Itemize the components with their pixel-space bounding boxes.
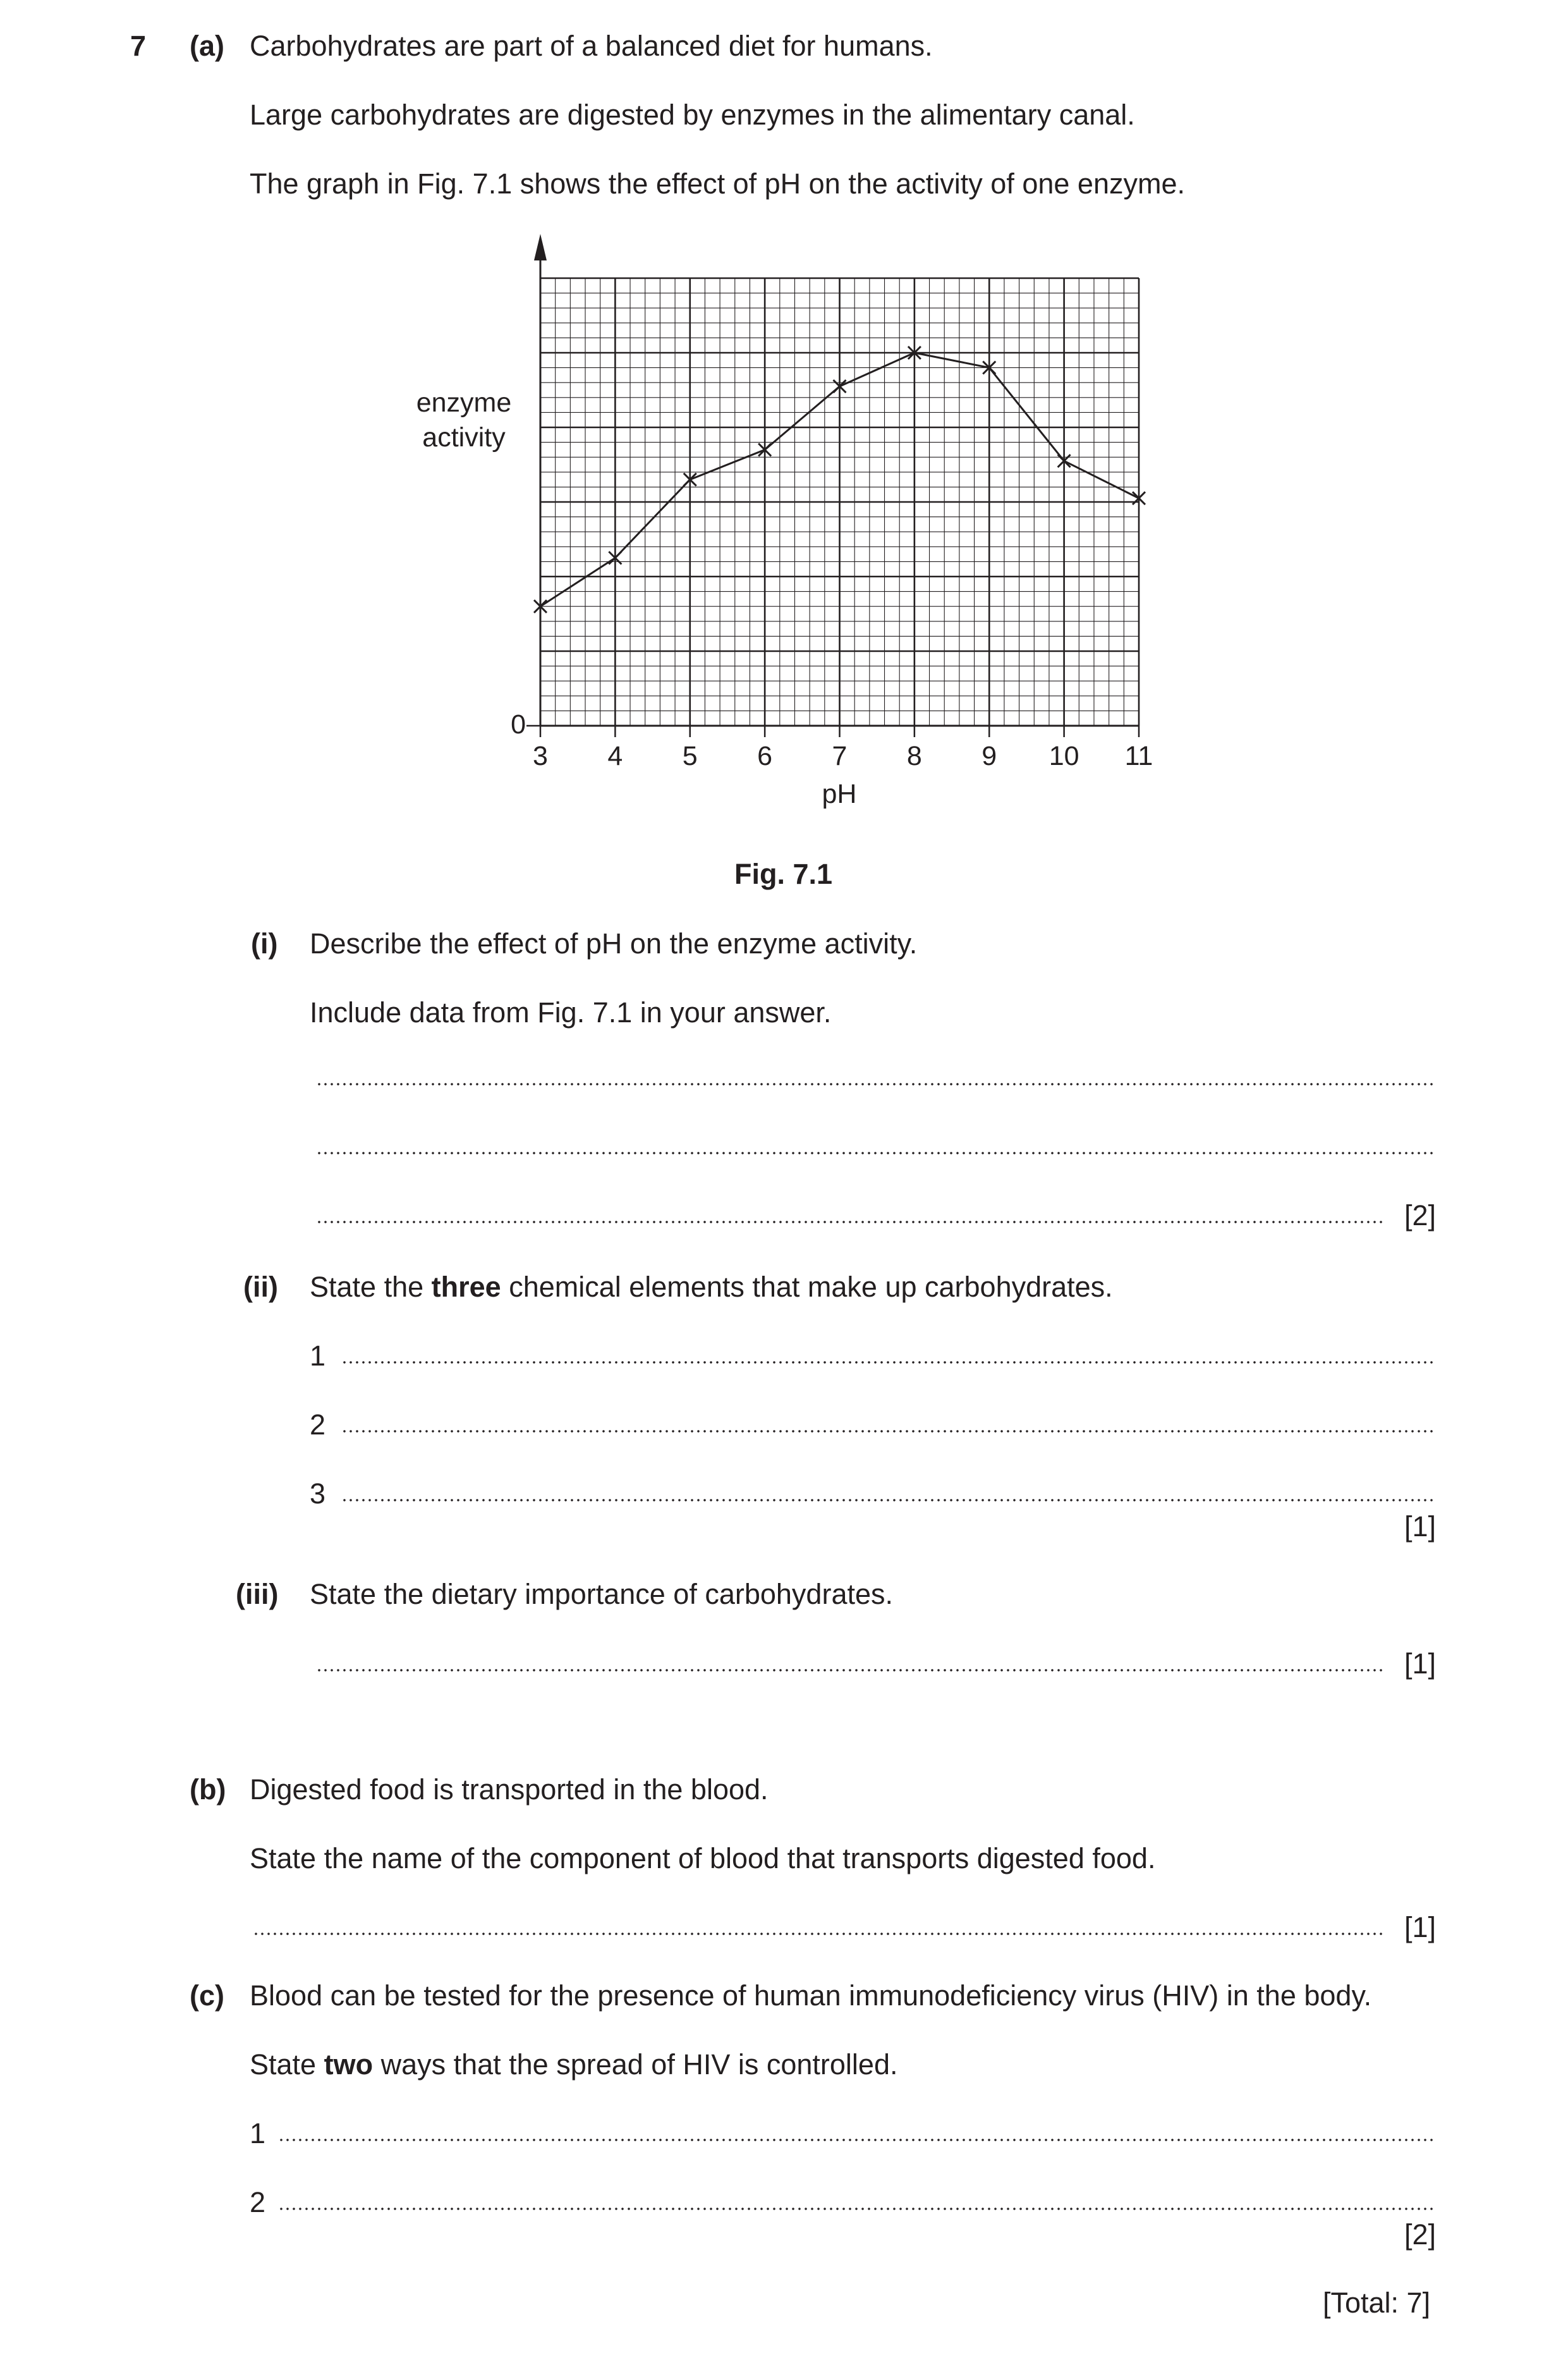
marks-c: [2]	[1404, 2218, 1437, 2251]
marks-a-i: [2]	[1404, 1199, 1437, 1232]
part-a-i-line1: Describe the effect of pH on the enzyme activity.	[310, 927, 918, 960]
x-tick-label: 4	[607, 741, 623, 771]
part-a-line1: Carbohydrates are part of a balanced diet for humans.	[250, 30, 933, 62]
answer-line[interactable]	[278, 2139, 1436, 2141]
part-c-label: (c)	[190, 1979, 224, 2012]
part-a-iii-label: (iii)	[236, 1578, 279, 1610]
x-tick-label: 3	[533, 741, 548, 771]
y-origin-label: 0	[511, 709, 526, 740]
list-number: 1	[250, 2117, 266, 2149]
x-axis-label: pH	[822, 779, 857, 809]
x-tick-label: 8	[906, 741, 922, 771]
part-a-line3: The graph in Fig. 7.1 shows the effect of pH on the activity of one enzyme.	[250, 168, 1185, 200]
x-tick-label: 11	[1124, 741, 1153, 771]
part-a-i-label: (i)	[251, 927, 278, 960]
list-number: 1	[310, 1340, 326, 1372]
figure-caption: Fig. 7.1	[734, 858, 833, 890]
y-axis-arrow	[534, 234, 547, 260]
part-a-ii-prompt: State the three chemical elements that make up carbohydrates.	[310, 1271, 1113, 1303]
part-c-prompt: State two ways that the spread of HIV is controlled.	[250, 2048, 898, 2081]
answer-line[interactable]	[316, 1083, 1436, 1085]
list-number: 3	[310, 1477, 326, 1510]
x-tick-label: 5	[682, 741, 698, 771]
answer-line[interactable]	[253, 1933, 1385, 1935]
marks-b: [1]	[1404, 1911, 1437, 1943]
list-number: 2	[310, 1409, 326, 1441]
part-a-i-line2: Include data from Fig. 7.1 in your answer.	[310, 996, 832, 1029]
y-axis-label-line2: activity	[422, 422, 506, 453]
total-marks: [Total: 7]	[1323, 2287, 1431, 2319]
y-axis-label-line1: enzyme	[416, 388, 512, 418]
part-c-line1: Blood can be tested for the presence of human immunodeficiency virus (HIV) in the body.	[250, 1979, 1372, 2012]
x-tick-label: 7	[832, 741, 848, 771]
part-b-label: (b)	[190, 1773, 226, 1806]
answer-line[interactable]	[316, 1152, 1436, 1154]
answer-line[interactable]	[341, 1430, 1436, 1433]
enzyme-activity-chart	[379, 221, 1182, 828]
x-tick-label: 10	[1048, 741, 1079, 771]
part-b-line1: Digested food is transported in the blood.	[250, 1773, 769, 1806]
answer-line[interactable]	[278, 2208, 1436, 2210]
list-number: 2	[250, 2186, 266, 2218]
answer-line[interactable]	[341, 1361, 1436, 1364]
answer-line[interactable]	[316, 1669, 1385, 1672]
answer-line[interactable]	[316, 1221, 1385, 1223]
x-tick-label: 9	[982, 741, 997, 771]
x-tick-label: 6	[757, 741, 773, 771]
part-a-iii-line1: State the dietary importance of carbohydrates.	[310, 1578, 894, 1610]
part-b-line2: State the name of the component of blood that transports digested food.	[250, 1842, 1156, 1874]
marks-a-ii: [1]	[1404, 1510, 1437, 1543]
question-number: 7	[130, 30, 147, 62]
x-ticks	[533, 726, 1153, 771]
part-a-label: (a)	[190, 30, 224, 62]
part-a-line2: Large carbohydrates are digested by enzymes in the alimentary canal.	[250, 99, 1135, 131]
part-a-ii-label: (ii)	[243, 1271, 278, 1303]
marks-a-iii: [1]	[1404, 1647, 1437, 1680]
answer-line[interactable]	[341, 1499, 1436, 1501]
